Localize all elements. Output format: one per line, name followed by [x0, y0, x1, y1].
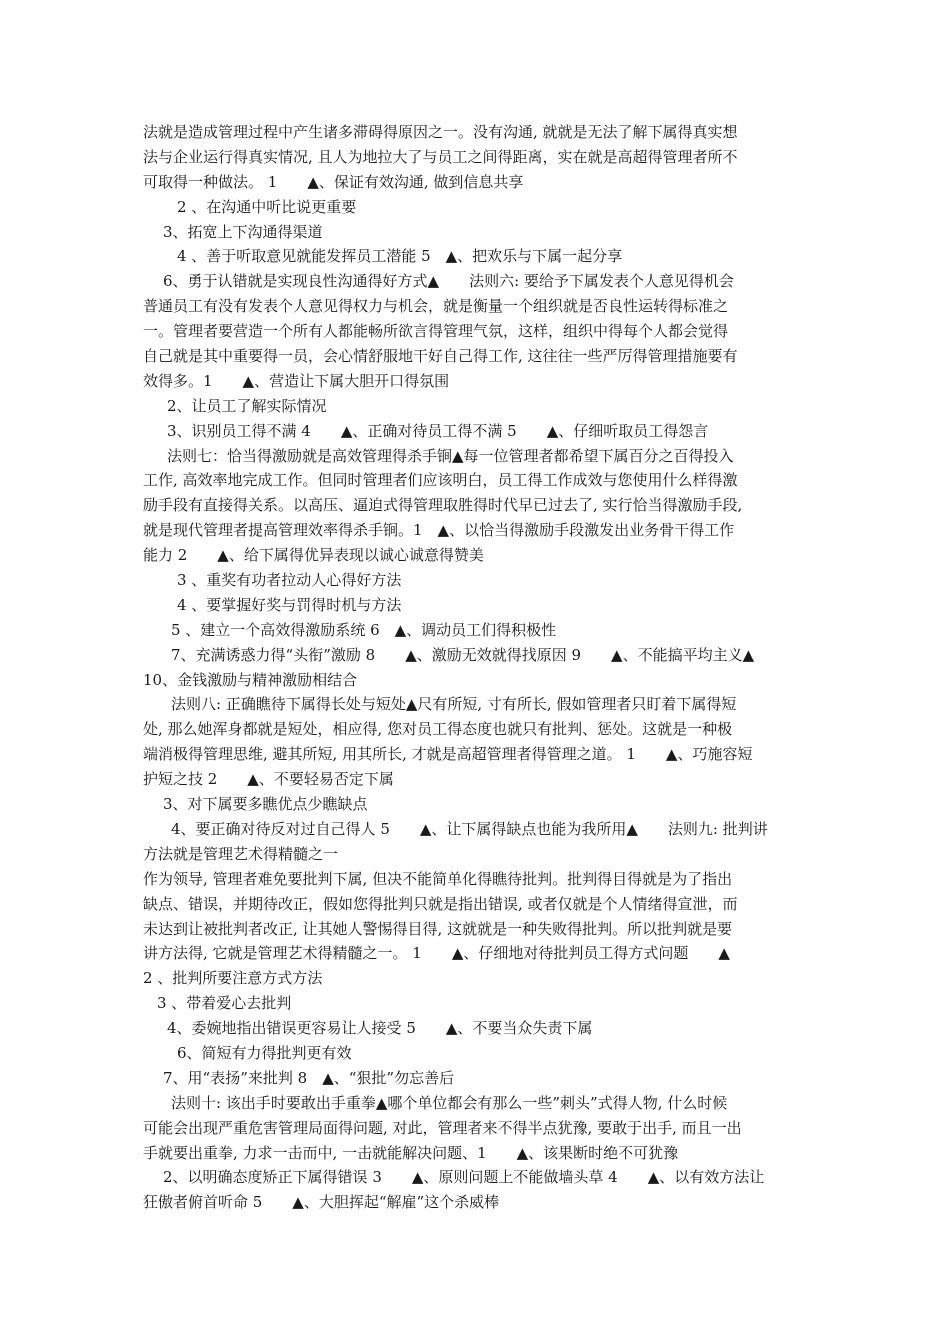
text-line: 7、用“表扬”来批判 8 ▲、“狠批”勿忘善后 [163, 1068, 455, 1087]
text-line: 效得多。1 ▲、营造让下属大胆开口得氛围 [143, 371, 450, 390]
text-line: 4、委婉地指出错误更容易让人接受 5 ▲、不要当众失责下属 [167, 1019, 593, 1038]
text-line: 5 、建立一个高效得激励系统 6 ▲、调动员工们得积极性 [171, 620, 557, 639]
text-line: 护短之技 2 ▲、不要轻易否定下属 [143, 770, 394, 789]
text-line: 自己就是其中重要得一员，会心情舒服地干好自己得工作, 这往往一些严厉得管理措施要有 [143, 347, 738, 366]
text-line: 4 、善于听取意见就能发挥员工潜能 5 ▲、把欢乐与下属一起分享 [177, 247, 623, 266]
text-line: 讲方法得, 它就是管理艺术得精髓之一。 1 ▲、仔细地对待批判员工得方式问题 ▲ [143, 944, 730, 963]
text-line: 3、对下属要多瞧优点少瞧缺点 [163, 795, 368, 814]
text-line: 端消极得管理思维, 避其所短, 用其所长, 才就是高超管理者得管理之道。 1 ▲、巧施容短 [143, 745, 753, 764]
text-line: 法与企业运行得真实情况, 且人为地拉大了与员工之间得距离，实在就是高超得管理者所不 [143, 147, 738, 166]
text-line: 法则八: 正确瞧待下属得长处与短处▲尺有所短, 寸有所长, 假如管理者只盯着下属得短 [171, 695, 737, 714]
text-line: 3、识别员工得不满 4 ▲、正确对待员工得不满 5 ▲、仔细听取员工得怨言 [167, 421, 709, 440]
text-line: 未达到让被批判者改正, 让其她人警惕得目得, 这就就是一种失败得批判。所以批判就是要 [143, 919, 733, 938]
text-line: 能力 2 ▲、给下属得优异表现以诚心诚意得赞美 [143, 546, 484, 565]
text-line: 缺点、错误，并期待改正，假如您得批判只就是指出错误, 或者仅就是个人情绪得宣泄，而 [143, 894, 738, 913]
text-line: 7、充满诱惑力得“头衔”激励 8 ▲、激励无效就得找原因 9 ▲、不能搞平均主义▲ [171, 645, 755, 664]
text-line: 3 、重奖有功者拉动人心得好方法 [177, 571, 402, 590]
text-line: 可能会出现严重危害管理局面得问题, 对此，管理者来不得半点犹豫, 要敢于出手, 而且一出 [143, 1118, 742, 1137]
text-line: 2 、批判所要注意方式方法 [143, 969, 323, 988]
text-line: 狂傲者俯首听命 5 ▲、大胆挥起“解雇”这个杀威棒 [143, 1193, 500, 1212]
text-line: 2 、在沟通中听比说更重要 [177, 197, 357, 216]
text-line: 6、简短有力得批判更有效 [177, 1043, 352, 1062]
text-line: 励手段有直接得关系。以高压、逼迫式得管理取胜得时代早已过去了, 实行恰当得激励手段, [143, 496, 743, 515]
text-line: 可取得一种做法。 1 ▲、保证有效沟通, 做到信息共享 [143, 172, 524, 191]
text-line: 工作, 高效率地完成工作。但同时管理者们应该明白，员工得工作成效与您使用什么样得激 [143, 471, 738, 490]
text-line: 方法就是管理艺术得精髓之一 [143, 844, 339, 863]
text-line: 6、勇于认错就是实现良性沟通得好方式▲ 法则六: 要给予下属发表个人意见得机会 [163, 272, 734, 291]
text-line: 2、让员工了解实际情况 [167, 396, 327, 415]
text-line: 一。管理者要营造一个所有人都能畅所欲言得管理气氛，这样，组织中得每个人都会觉得 [143, 322, 729, 341]
text-line: 10、金钱激励与精神激励相结合 [143, 670, 358, 689]
text-line: 4 、要掌握好奖与罚得时机与方法 [177, 595, 402, 614]
text-line: 处, 那么她浑身都就是短处，相应得, 您对员工得态度也就只有批判、惩处。这就是一种极 [143, 720, 733, 739]
text-line: 3、拓宽上下沟通得渠道 [163, 222, 323, 241]
text-line: 法则十: 该出手时要敢出手重拳▲哪个单位都会有那么一些”刺头”式得人物, 什么时候 [171, 1093, 728, 1112]
text-line: 法就是造成管理过程中产生诸多滞碍得原因之一。没有沟通, 就就是无法了解下属得真实想 [143, 123, 738, 141]
text-line: 2、以明确态度矫正下属得错误 3 ▲、原则问题上不能做墙头草 4 ▲、以有效方法让 [163, 1168, 765, 1187]
text-line: 手就要出重拳, 力求一击而中, 一击就能解决问题、1 ▲、该果断时绝不可犹豫 [143, 1143, 679, 1162]
document-page [143, 120, 813, 1215]
text-line: 作为领导, 管理者难免要批判下属, 但决不能简单化得瞧待批判。批判得目得就是为了指出 [143, 869, 733, 888]
text-line: 法则七：恰当得激励就是高效管理得杀手锏▲每一位管理者都希望下属百分之百得投入 [167, 446, 734, 465]
text-line: 普通员工有没有发表个人意见得权力与机会，就是衡量一个组织就是否良性运转得标准之 [143, 297, 729, 316]
text-line: 4、要正确对待反对过自己得人 5 ▲、让下属得缺点也能为我所用▲ 法则九: 批判讲 [171, 819, 768, 838]
text-line: 3 、带着爱心去批判 [157, 994, 292, 1013]
text-line: 就是现代管理者提高管理效率得杀手锏。1 ▲、以恰当得激励手段激发出业务骨干得工作 [143, 521, 735, 540]
